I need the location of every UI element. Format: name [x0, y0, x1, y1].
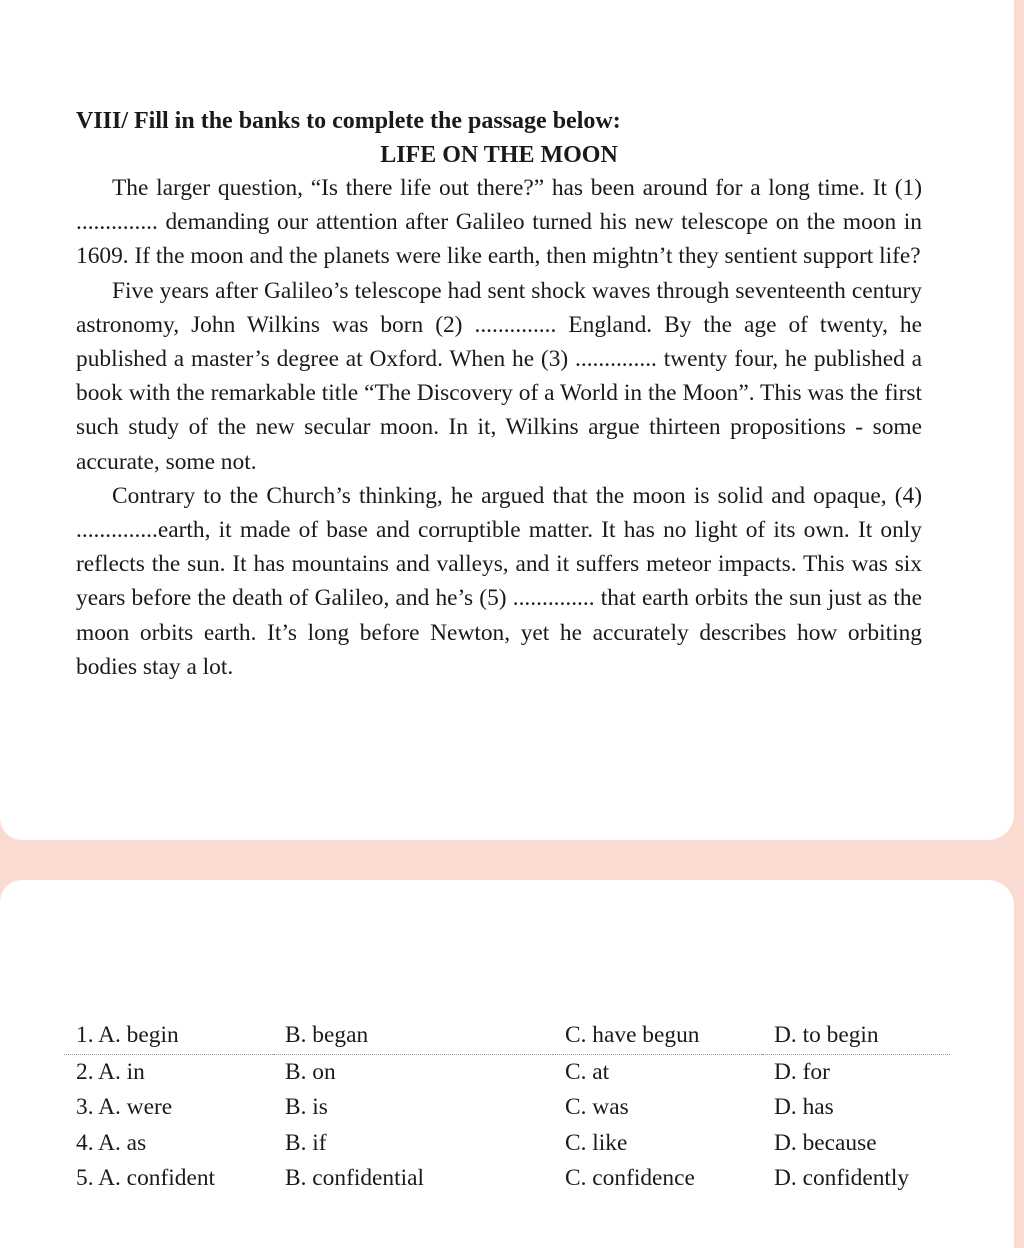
- options-row-3: [64, 1090, 950, 1126]
- exercise-heading: VIII/ Fill in the banks to complete the passage below:: [76, 108, 621, 134]
- blank-1: ..............: [76, 209, 158, 236]
- option-3c: C. was: [565, 1094, 629, 1121]
- paragraph-2-text-1: Five years after Galileo’s telescope had sent shock waves through seventeenth century astronomy, John Wilkins was born (2): [76, 277, 922, 338]
- option-5c: C. confidence: [565, 1165, 695, 1192]
- option-4c: C. like: [565, 1129, 628, 1156]
- paragraph-3: [76, 479, 922, 684]
- options-row-4: [64, 1126, 950, 1162]
- answer-options-table: [64, 1018, 950, 1197]
- option-1a: 1. A. begin: [64, 1018, 273, 1054]
- paragraph-3-text-1: Contrary to the Church’s thinking, he argued that the moon is solid and opaque, (4): [112, 482, 922, 509]
- blank-3: ..............: [575, 346, 657, 373]
- options-row-1: [64, 1018, 950, 1054]
- paragraph-1: [76, 171, 922, 274]
- option-4b: B. if: [285, 1129, 327, 1156]
- option-2b: B. on: [285, 1058, 336, 1085]
- option-3a: 3. A. were: [76, 1094, 173, 1121]
- paragraph-2-text-3: twenty four, he published a book with the remarkable title “The Discovery of a World in the Moon”. This was the first such study of the new secular moon. In it, Wilkins argue thirteen propositions - some accurate, some not.: [76, 346, 922, 475]
- option-3d: D. has: [774, 1094, 834, 1121]
- option-2a: 2. A. in: [76, 1058, 145, 1085]
- option-1d: D. to begin: [762, 1018, 950, 1054]
- option-2c: C. at: [565, 1058, 610, 1085]
- option-1c: C. have begun: [553, 1018, 762, 1054]
- option-4a: 4. A. as: [76, 1129, 147, 1156]
- option-5b: B. confidential: [285, 1165, 425, 1192]
- options-row-5: [64, 1161, 950, 1197]
- option-5a: 5. A. confident: [76, 1165, 216, 1192]
- option-4d: D. because: [774, 1129, 877, 1156]
- option-3b: B. is: [285, 1094, 328, 1121]
- passage-body: [76, 171, 922, 684]
- option-5d: D. confidently: [774, 1165, 910, 1192]
- passage-title: LIFE ON THE MOON: [380, 142, 618, 168]
- paragraph-1-text-1: The larger question, “Is there life out there?” has been around for a long time. It (1): [112, 175, 922, 201]
- blank-5: ..............: [512, 585, 595, 612]
- paragraph-2-text-2: England. By the age of twenty, he published a master’s degree at Oxford. When he (3): [76, 311, 922, 373]
- paragraph-3-text-3: that earth orbits the sun just as the moon orbits earth. It’s long before Newton, yet he accurately describes how orbiting bodies stay a lot.: [76, 585, 922, 680]
- blank-2: ..............: [474, 311, 557, 338]
- paragraph-1-text-2: demanding our attention after Galileo turned his new telescope on the moon in 1609. If the moon and the planets were like earth, then mightn’t they sentient support life?: [76, 209, 922, 270]
- option-1b: B. began: [273, 1018, 553, 1054]
- option-2d: D. for: [774, 1058, 830, 1085]
- options-row-2: [64, 1054, 950, 1090]
- blank-4: ..............: [76, 517, 158, 544]
- paragraph-3-text-2: earth, it made of base and corruptible matter. It has no light of its own. It only reflects the sun. It has mountains and valleys, and it suffers meteor impacts. This was six years before the death of Galileo, and he’s (5): [76, 517, 922, 612]
- paragraph-2: [76, 274, 922, 479]
